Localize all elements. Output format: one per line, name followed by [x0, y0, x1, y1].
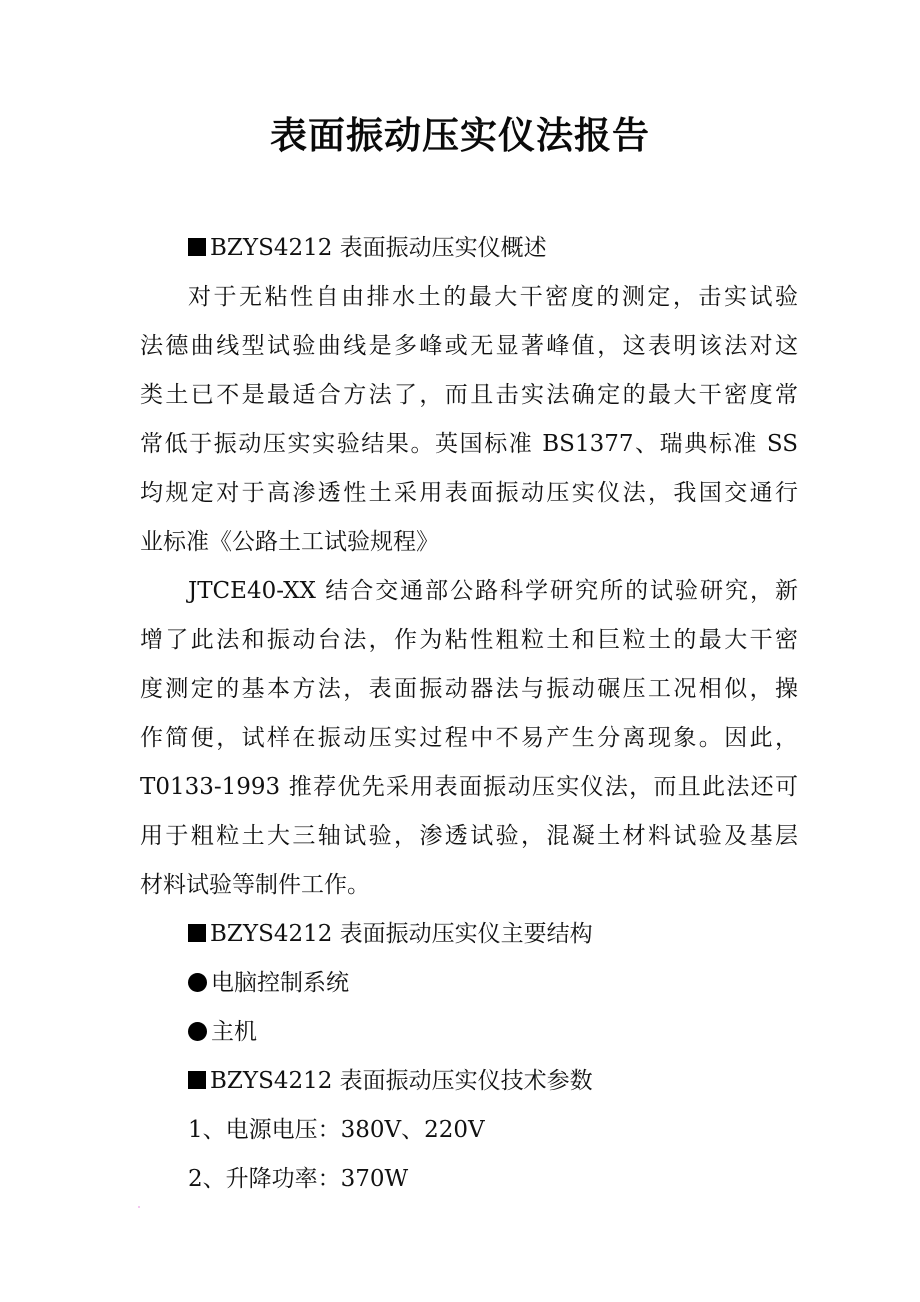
spec-item-voltage: 1、电源电压：380V、220V: [188, 1117, 485, 1143]
heading-text: BZYS4212 表面振动压实仪技术参数: [210, 1068, 593, 1094]
paragraph-line: JTCE40-XX 结合交通部公路科学研究所的试验研究，新: [188, 578, 798, 604]
paragraph-line: 业标准《公路土工试验规程》: [140, 529, 439, 555]
circle-bullet-icon: [188, 973, 207, 992]
paragraph-line: 常低于振动压实实验结果。英国标准 BS1377、瑞典标准 SS: [140, 431, 798, 457]
square-bullet-icon: [188, 1071, 206, 1089]
paragraph-line: T0133-1993 推荐优先采用表面振动压实仪法，而且此法还可: [140, 774, 798, 800]
circle-bullet-icon: [188, 1022, 207, 1041]
section-heading-overview: [140, 224, 798, 273]
square-bullet-icon: [188, 924, 206, 942]
list-item: [140, 959, 798, 1008]
list-item-text: 电脑控制系统: [211, 970, 349, 996]
paragraph-line: 增了此法和振动台法，作为粘性粗粒土和巨粒土的最大干密: [140, 627, 798, 653]
paragraph-standard: [140, 567, 798, 910]
paragraph-line: 均规定对于高渗透性土采用表面振动压实仪法，我国交通行: [140, 480, 798, 506]
document-title: 表面振动压实仪法报告: [270, 114, 650, 157]
paragraph-line: 类土已不是最适合方法了，而且击实法确定的最大干密度常: [140, 382, 798, 408]
square-bullet-icon: [188, 238, 206, 256]
section-heading-structure: [140, 910, 798, 959]
paragraph-line: 度测定的基本方法，表面振动器法与振动碾压工况相似，操: [140, 676, 798, 702]
heading-text: BZYS4212 表面振动压实仪主要结构: [210, 921, 593, 947]
list-item-text: 主机: [211, 1019, 257, 1045]
paragraph-line: 对于无粘性自由排水土的最大干密度的测定，击实试验: [188, 284, 798, 310]
paragraph-line: 用于粗粒土大三轴试验，渗透试验，混凝土材料试验及基层: [140, 823, 798, 849]
paragraph-line: 作简便，试样在振动压实过程中不易产生分离现象。因此，: [140, 725, 798, 751]
section-heading-specs: [140, 1057, 798, 1106]
paragraph-intro: [140, 273, 798, 567]
heading-text: BZYS4212 表面振动压实仪概述: [210, 235, 547, 261]
list-item: [140, 1008, 798, 1057]
paragraph-line: 法德曲线型试验曲线是多峰或无显著峰值，这表明该法对这: [140, 333, 798, 359]
paragraph-line: 材料试验等制件工作。: [140, 872, 370, 898]
spec-item-power: 2、升降功率：370W: [188, 1166, 409, 1192]
document-body: [140, 224, 798, 1204]
scan-artifact: [138, 1206, 140, 1208]
